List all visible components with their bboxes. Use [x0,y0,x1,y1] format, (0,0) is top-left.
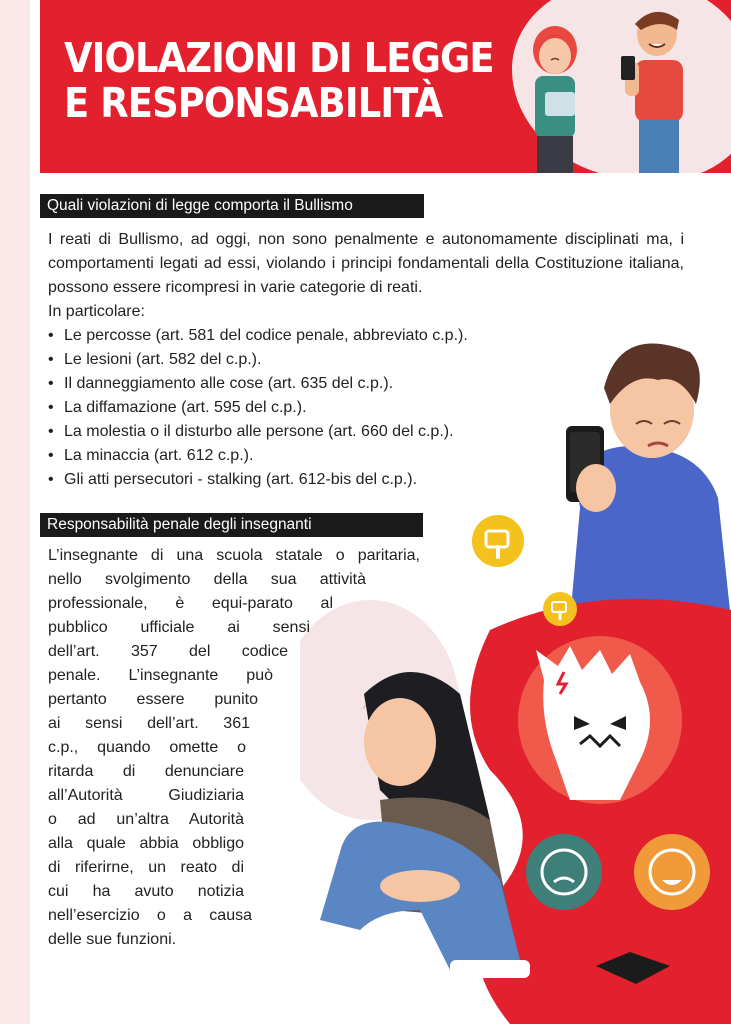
list-item: • Gli atti persecutori - stalking (art. 612-bis del c.p.). [48,471,418,488]
text-line: professionale, è equi-parato al [48,595,333,612]
title-line-1: VIOLAZIONI DI LEGGE [64,34,494,82]
intro-paragraph: I reati di Bullismo, ad oggi, non sono penalmente e autonomamente disciplinati ma, i comportamenti legati ad essi, violando i principi fondamentali della Costituzione italiana, possono essere ricompresi in varie categorie di reati. [48,231,684,296]
text-line: o ad un’altra Autorità [48,811,244,828]
list-item: • Le percosse (art. 581 del codice penale, abbreviato c.p.). [48,327,468,344]
list-item: • La minaccia (art. 612 c.p.). [48,447,254,464]
text-line: penale. L’insegnante può [48,667,273,684]
section-heading-violations: Quali violazioni di legge comporta il Bullismo [40,194,424,218]
text-line: pubblico ufficiale ai sensi [48,619,310,636]
text-line: nello svolgimento della sua attività [48,571,366,588]
text-line: all’Autorità Giudiziaria [48,787,244,804]
list-item: • Le lesioni (art. 582 del c.p.). [48,351,262,368]
bully-victim-illustration [495,0,731,173]
text-line: nell’esercizio o a causa [48,907,252,924]
list-item: • La molestia o il disturbo alle persone (art. 660 del c.p.). [48,423,454,440]
section-teachers-body [48,544,428,952]
text-line: alla quale abbia obbligo [48,835,244,852]
text-line: delle sue funzioni. [48,931,177,948]
list-item: • Il danneggiamento alle cose (art. 635 del c.p.). [48,375,394,392]
thumbs-down-icon [470,513,526,569]
text-line: pertanto essere punito [48,691,258,708]
text-line: cui ha avuto notizia [48,883,244,900]
section-heading-teachers: Responsabilità penale degli insegnanti [40,513,423,537]
title-line-2: E RESPONSABILITÀ [64,79,443,127]
text-line: L’insegnante di una scuola statale o paritaria, [48,547,420,564]
header-banner [40,0,731,173]
intro-lead: In particolare: [48,303,145,320]
text-line: ritarda di denunciare [48,763,244,780]
text-line: ai sensi dell’art. 361 [48,715,250,732]
sad-boy-phone-illustration [540,328,731,620]
left-decor-strip [0,0,30,1024]
text-line: di riferirne, un reato di [48,859,244,876]
list-item: • La diffamazione (art. 595 del c.p.). [48,399,307,416]
thumbs-down-small-icon [541,590,579,628]
page-title [64,36,494,126]
text-line: dell’art. 357 del codice [48,643,288,660]
text-line: c.p., quando omette o [48,739,246,756]
